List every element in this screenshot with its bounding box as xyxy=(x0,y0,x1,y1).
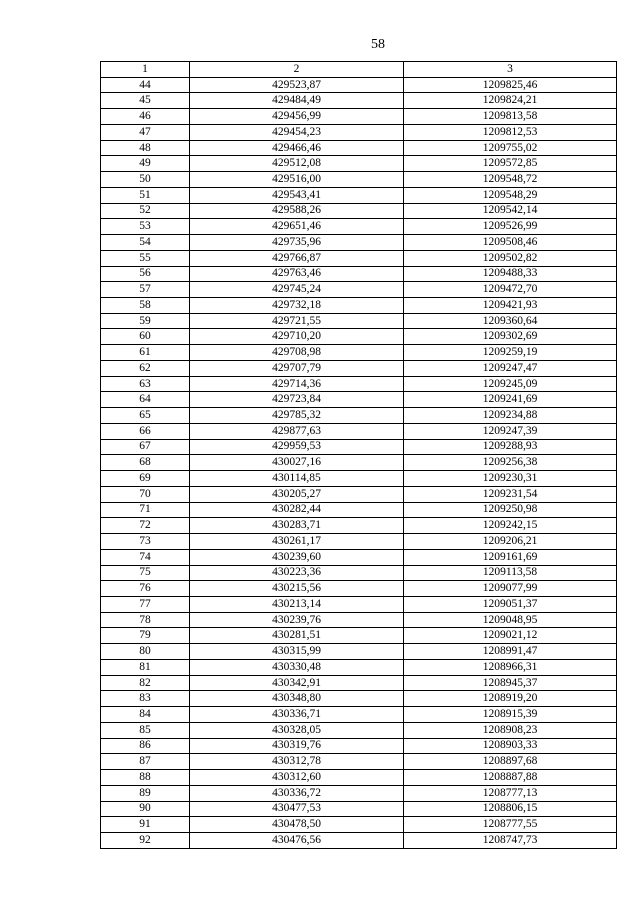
table-row xyxy=(101,235,617,251)
point-number-cell: 49 xyxy=(101,156,190,172)
x-coordinate-cell: 430283,71 xyxy=(190,518,404,534)
point-number-cell: 90 xyxy=(101,801,190,817)
x-coordinate-cell: 430261,17 xyxy=(190,534,404,550)
x-coordinate-cell: 430336,72 xyxy=(190,785,404,801)
x-coordinate-cell: 429714,36 xyxy=(190,376,404,392)
table-row xyxy=(101,565,617,581)
table-row xyxy=(101,109,617,125)
table-row xyxy=(101,140,617,156)
point-number-cell: 79 xyxy=(101,628,190,644)
table-row xyxy=(101,801,617,817)
x-coordinate-cell: 430281,51 xyxy=(190,628,404,644)
point-number-cell: 77 xyxy=(101,596,190,612)
point-number-cell: 73 xyxy=(101,534,190,550)
point-number-cell: 91 xyxy=(101,817,190,833)
x-coordinate-cell: 429763,46 xyxy=(190,266,404,282)
y-coordinate-cell: 1209250,98 xyxy=(404,502,617,518)
x-coordinate-cell: 429543,41 xyxy=(190,187,404,203)
y-coordinate-cell: 1208915,39 xyxy=(404,707,617,723)
table-row xyxy=(101,549,617,565)
table-header-row xyxy=(101,62,617,78)
point-number-cell: 69 xyxy=(101,471,190,487)
y-coordinate-cell: 1208777,55 xyxy=(404,817,617,833)
y-coordinate-cell: 1209230,31 xyxy=(404,471,617,487)
point-number-cell: 45 xyxy=(101,93,190,109)
table-row xyxy=(101,408,617,424)
y-coordinate-cell: 1209241,69 xyxy=(404,392,617,408)
y-coordinate-cell: 1209048,95 xyxy=(404,612,617,628)
table-row xyxy=(101,203,617,219)
y-coordinate-cell: 1209161,69 xyxy=(404,549,617,565)
x-coordinate-cell: 430239,76 xyxy=(190,612,404,628)
table-row xyxy=(101,596,617,612)
table-row xyxy=(101,502,617,518)
point-number-cell: 74 xyxy=(101,549,190,565)
x-coordinate-cell: 430342,91 xyxy=(190,675,404,691)
point-number-cell: 86 xyxy=(101,738,190,754)
table-row xyxy=(101,423,617,439)
x-coordinate-cell: 430348,80 xyxy=(190,691,404,707)
y-coordinate-cell: 1209812,53 xyxy=(404,124,617,140)
point-number-cell: 46 xyxy=(101,109,190,125)
point-number-cell: 76 xyxy=(101,581,190,597)
point-number-cell: 85 xyxy=(101,722,190,738)
y-coordinate-cell: 1209256,38 xyxy=(404,455,617,471)
x-coordinate-cell: 430215,56 xyxy=(190,581,404,597)
point-number-cell: 71 xyxy=(101,502,190,518)
x-coordinate-cell: 430478,50 xyxy=(190,817,404,833)
table-row xyxy=(101,392,617,408)
table-row xyxy=(101,628,617,644)
x-coordinate-cell: 429959,53 xyxy=(190,439,404,455)
x-coordinate-cell: 429766,87 xyxy=(190,250,404,266)
table-row xyxy=(101,785,617,801)
point-number-cell: 83 xyxy=(101,691,190,707)
x-coordinate-cell: 430477,53 xyxy=(190,801,404,817)
x-coordinate-cell: 429723,84 xyxy=(190,392,404,408)
x-coordinate-cell: 429745,24 xyxy=(190,282,404,298)
table-row xyxy=(101,691,617,707)
x-coordinate-cell: 429523,87 xyxy=(190,77,404,93)
y-coordinate-cell: 1208897,68 xyxy=(404,754,617,770)
y-coordinate-cell: 1208919,20 xyxy=(404,691,617,707)
x-coordinate-cell: 430476,56 xyxy=(190,832,404,848)
point-number-cell: 59 xyxy=(101,313,190,329)
table-row xyxy=(101,486,617,502)
y-coordinate-cell: 1209488,33 xyxy=(404,266,617,282)
x-coordinate-cell: 430114,85 xyxy=(190,471,404,487)
point-number-cell: 55 xyxy=(101,250,190,266)
y-coordinate-cell: 1209755,02 xyxy=(404,140,617,156)
table-row xyxy=(101,298,617,314)
table-row xyxy=(101,360,617,376)
y-coordinate-cell: 1208966,31 xyxy=(404,659,617,675)
y-coordinate-cell: 1209548,72 xyxy=(404,172,617,188)
point-number-cell: 82 xyxy=(101,675,190,691)
y-coordinate-cell: 1209421,93 xyxy=(404,298,617,314)
y-coordinate-cell: 1209472,70 xyxy=(404,282,617,298)
y-coordinate-cell: 1209247,47 xyxy=(404,360,617,376)
x-coordinate-cell: 429721,55 xyxy=(190,313,404,329)
table-row xyxy=(101,376,617,392)
point-number-cell: 75 xyxy=(101,565,190,581)
y-coordinate-cell: 1209526,99 xyxy=(404,219,617,235)
y-coordinate-cell: 1209245,09 xyxy=(404,376,617,392)
table-row xyxy=(101,518,617,534)
x-coordinate-cell: 429651,46 xyxy=(190,219,404,235)
y-coordinate-cell: 1208887,88 xyxy=(404,770,617,786)
x-coordinate-cell: 429732,18 xyxy=(190,298,404,314)
table-row xyxy=(101,156,617,172)
column-header: 3 xyxy=(404,62,617,78)
y-coordinate-cell: 1209572,85 xyxy=(404,156,617,172)
point-number-cell: 58 xyxy=(101,298,190,314)
y-coordinate-cell: 1209247,39 xyxy=(404,423,617,439)
table-row xyxy=(101,817,617,833)
table-row xyxy=(101,534,617,550)
table-row xyxy=(101,172,617,188)
column-header: 1 xyxy=(101,62,190,78)
y-coordinate-cell: 1209234,88 xyxy=(404,408,617,424)
table-row xyxy=(101,313,617,329)
point-number-cell: 47 xyxy=(101,124,190,140)
x-coordinate-cell: 429454,23 xyxy=(190,124,404,140)
point-number-cell: 88 xyxy=(101,770,190,786)
x-coordinate-cell: 430312,78 xyxy=(190,754,404,770)
table-row xyxy=(101,266,617,282)
y-coordinate-cell: 1208991,47 xyxy=(404,644,617,660)
point-number-cell: 89 xyxy=(101,785,190,801)
y-coordinate-cell: 1209206,21 xyxy=(404,534,617,550)
x-coordinate-cell: 429710,20 xyxy=(190,329,404,345)
x-coordinate-cell: 430315,99 xyxy=(190,644,404,660)
point-number-cell: 60 xyxy=(101,329,190,345)
table-row xyxy=(101,77,617,93)
point-number-cell: 48 xyxy=(101,140,190,156)
point-number-cell: 50 xyxy=(101,172,190,188)
table-row xyxy=(101,675,617,691)
y-coordinate-cell: 1208777,13 xyxy=(404,785,617,801)
table-row xyxy=(101,439,617,455)
point-number-cell: 51 xyxy=(101,187,190,203)
table-body xyxy=(101,77,617,848)
table-row xyxy=(101,345,617,361)
table-row xyxy=(101,282,617,298)
y-coordinate-cell: 1209021,12 xyxy=(404,628,617,644)
x-coordinate-cell: 429588,26 xyxy=(190,203,404,219)
point-number-cell: 56 xyxy=(101,266,190,282)
y-coordinate-cell: 1209502,82 xyxy=(404,250,617,266)
table-row xyxy=(101,93,617,109)
point-number-cell: 78 xyxy=(101,612,190,628)
table-row xyxy=(101,659,617,675)
point-number-cell: 87 xyxy=(101,754,190,770)
x-coordinate-cell: 429735,96 xyxy=(190,235,404,251)
point-number-cell: 64 xyxy=(101,392,190,408)
x-coordinate-cell: 429708,98 xyxy=(190,345,404,361)
point-number-cell: 57 xyxy=(101,282,190,298)
point-number-cell: 70 xyxy=(101,486,190,502)
point-number-cell: 72 xyxy=(101,518,190,534)
x-coordinate-cell: 429484,49 xyxy=(190,93,404,109)
y-coordinate-cell: 1209051,37 xyxy=(404,596,617,612)
table-row xyxy=(101,187,617,203)
y-coordinate-cell: 1209813,58 xyxy=(404,109,617,125)
x-coordinate-cell: 429456,99 xyxy=(190,109,404,125)
table-row xyxy=(101,124,617,140)
point-number-cell: 68 xyxy=(101,455,190,471)
table-row xyxy=(101,581,617,597)
table-row xyxy=(101,644,617,660)
y-coordinate-cell: 1209360,64 xyxy=(404,313,617,329)
y-coordinate-cell: 1209231,54 xyxy=(404,486,617,502)
x-coordinate-cell: 430319,76 xyxy=(190,738,404,754)
y-coordinate-cell: 1208747,73 xyxy=(404,832,617,848)
point-number-cell: 84 xyxy=(101,707,190,723)
x-coordinate-cell: 429707,79 xyxy=(190,360,404,376)
y-coordinate-cell: 1209824,21 xyxy=(404,93,617,109)
x-coordinate-cell: 430336,71 xyxy=(190,707,404,723)
y-coordinate-cell: 1208806,15 xyxy=(404,801,617,817)
y-coordinate-cell: 1209302,69 xyxy=(404,329,617,345)
y-coordinate-cell: 1209548,29 xyxy=(404,187,617,203)
x-coordinate-cell: 430312,60 xyxy=(190,770,404,786)
x-coordinate-cell: 430282,44 xyxy=(190,502,404,518)
table-row xyxy=(101,250,617,266)
y-coordinate-cell: 1209242,15 xyxy=(404,518,617,534)
y-coordinate-cell: 1209542,14 xyxy=(404,203,617,219)
x-coordinate-cell: 429512,08 xyxy=(190,156,404,172)
y-coordinate-cell: 1208908,23 xyxy=(404,722,617,738)
column-header: 2 xyxy=(190,62,404,78)
point-number-cell: 54 xyxy=(101,235,190,251)
x-coordinate-cell: 429466,46 xyxy=(190,140,404,156)
x-coordinate-cell: 430330,48 xyxy=(190,659,404,675)
table-row xyxy=(101,738,617,754)
x-coordinate-cell: 430239,60 xyxy=(190,549,404,565)
point-number-cell: 67 xyxy=(101,439,190,455)
point-number-cell: 62 xyxy=(101,360,190,376)
table-row xyxy=(101,471,617,487)
table-row xyxy=(101,707,617,723)
x-coordinate-cell: 430213,14 xyxy=(190,596,404,612)
point-number-cell: 53 xyxy=(101,219,190,235)
x-coordinate-cell: 430328,05 xyxy=(190,722,404,738)
y-coordinate-cell: 1209259,19 xyxy=(404,345,617,361)
table-row xyxy=(101,219,617,235)
x-coordinate-cell: 429516,00 xyxy=(190,172,404,188)
point-number-cell: 81 xyxy=(101,659,190,675)
point-number-cell: 80 xyxy=(101,644,190,660)
point-number-cell: 63 xyxy=(101,376,190,392)
table-row xyxy=(101,722,617,738)
y-coordinate-cell: 1209113,58 xyxy=(404,565,617,581)
y-coordinate-cell: 1208903,33 xyxy=(404,738,617,754)
point-number-cell: 44 xyxy=(101,77,190,93)
point-number-cell: 92 xyxy=(101,832,190,848)
table-row xyxy=(101,770,617,786)
point-number-cell: 52 xyxy=(101,203,190,219)
y-coordinate-cell: 1208945,37 xyxy=(404,675,617,691)
point-number-cell: 65 xyxy=(101,408,190,424)
point-number-cell: 61 xyxy=(101,345,190,361)
y-coordinate-cell: 1209077,99 xyxy=(404,581,617,597)
x-coordinate-cell: 429877,63 xyxy=(190,423,404,439)
coordinates-table xyxy=(100,61,617,849)
table-row xyxy=(101,455,617,471)
y-coordinate-cell: 1209508,46 xyxy=(404,235,617,251)
y-coordinate-cell: 1209288,93 xyxy=(404,439,617,455)
x-coordinate-cell: 430205,27 xyxy=(190,486,404,502)
x-coordinate-cell: 429785,32 xyxy=(190,408,404,424)
table-row xyxy=(101,329,617,345)
x-coordinate-cell: 430223,36 xyxy=(190,565,404,581)
table-row xyxy=(101,612,617,628)
point-number-cell: 66 xyxy=(101,423,190,439)
table-row xyxy=(101,754,617,770)
table-row xyxy=(101,832,617,848)
page-number: 58 xyxy=(371,37,385,52)
y-coordinate-cell: 1209825,46 xyxy=(404,77,617,93)
x-coordinate-cell: 430027,16 xyxy=(190,455,404,471)
